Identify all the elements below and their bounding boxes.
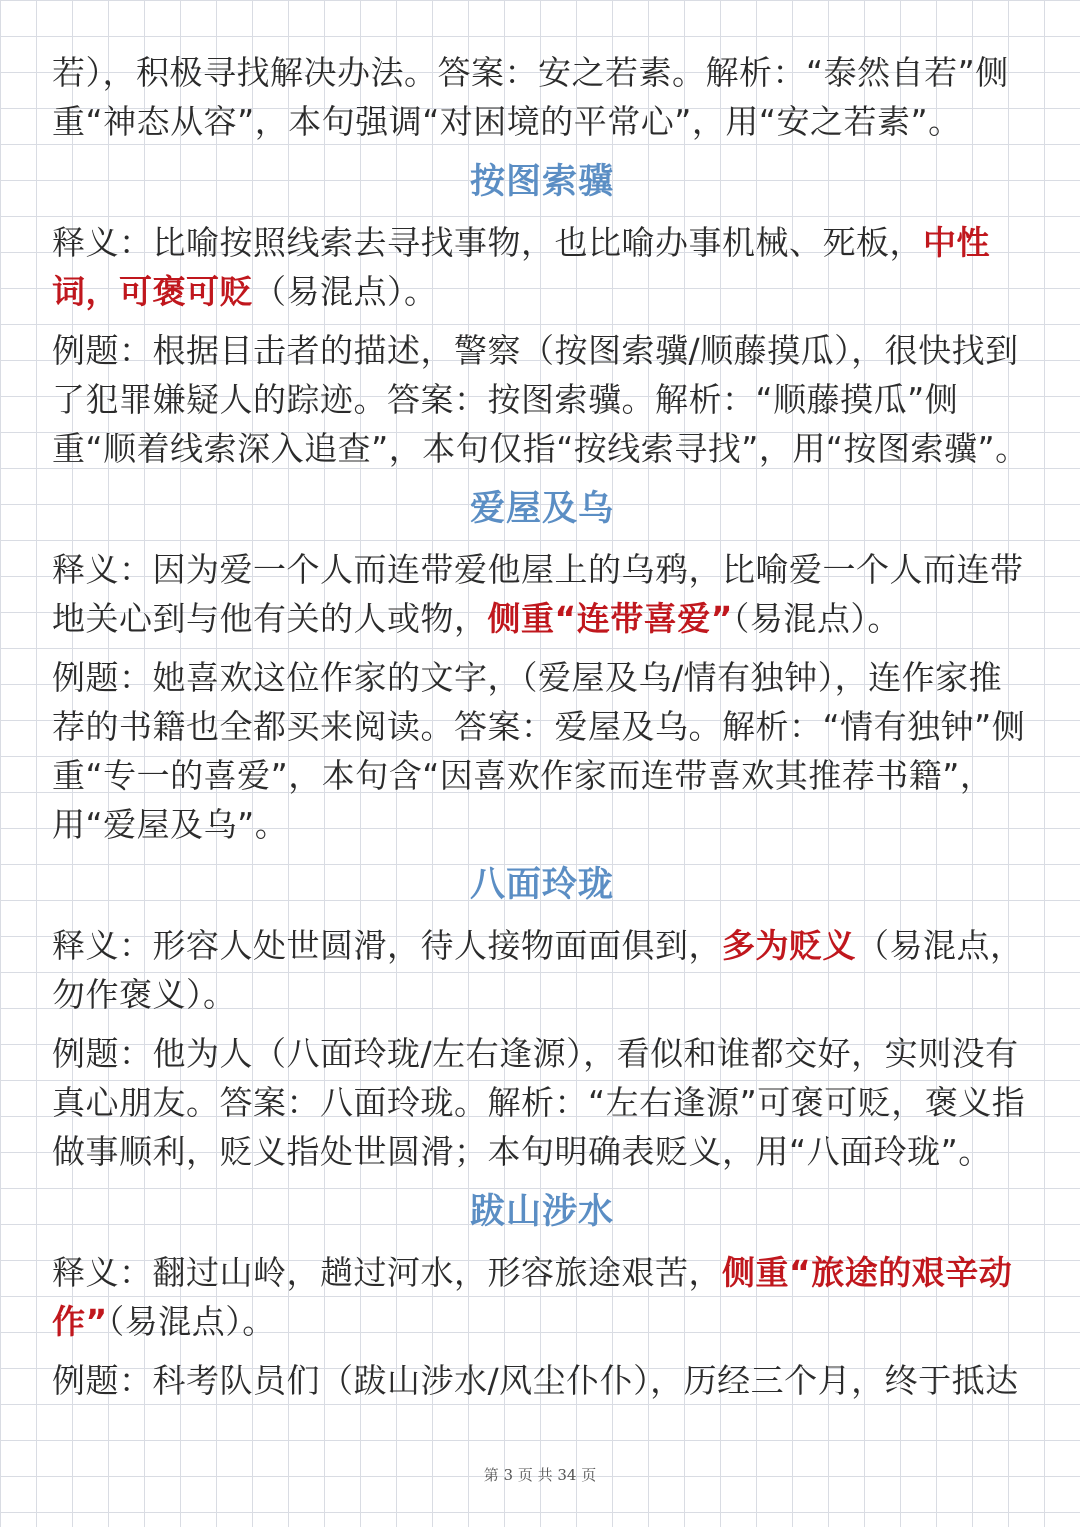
definition-highlight: 多为贬义: [722, 926, 856, 965]
definition-label: 释义：: [52, 1253, 153, 1292]
definition-tail: （易混点）。: [253, 272, 438, 311]
definition-text: 因为爱一个人而连带爱他屋上的乌鸦，比喻爱一个人而连带地关心到与他有关的人或物，: [52, 550, 1024, 638]
definition-text: 比喻按照线索去寻找事物，也比喻办事机械、死板，: [152, 223, 923, 262]
definition-paragraph: [52, 1248, 1032, 1346]
definition-paragraph: [52, 921, 1032, 1019]
definition-label: 释义：: [52, 926, 153, 965]
idiom-heading: 八面玲珑: [469, 865, 614, 905]
definition-label: 释义：: [52, 223, 153, 262]
intro-paragraph: 若），积极寻找解决办法。答案：安之若素。解析：“泰然自若”侧重“神态从容”，本句强调“对困境的平常心”，用“安之若素”。: [52, 53, 1009, 141]
definition-paragraph: [52, 545, 1032, 643]
example-paragraph: 例题：她喜欢这位作家的文字，（爱屋及乌/情有独钟），连作家推荐的书籍也全都买来阅读。答案：爱屋及乌。解析：“情有独钟”侧重“专一的喜爱”，本句含“因喜欢作家而连带喜欢其推荐书籍”，用“爱屋及乌”。: [52, 658, 1026, 844]
example-paragraph: 例题：他为人（八面玲珑/左右逢源），看似和谁都交好，实则没有真心朋友。答案：八面玲珑。解析：“左右逢源”可褒可贬，褒义指做事顺利，贬义指处世圆滑；本句明确表贬义，用“八面玲珑”。: [52, 1034, 1026, 1171]
definition-tail: （易混点，勿作褒义）。: [52, 926, 1024, 1014]
idiom-heading: 按图索骥: [469, 162, 614, 202]
page-number: 第 3 页 共 34 页: [483, 1466, 597, 1484]
definition-highlight: 侧重“旅途的艰辛动作”: [52, 1253, 1013, 1341]
idiom-heading: 跋山涉水: [469, 1192, 614, 1232]
definition-label: 释义：: [52, 550, 153, 589]
definition-highlight: 中性词，可褒可贬: [52, 223, 990, 311]
definition-tail: （易混点）。: [732, 599, 901, 638]
example-paragraph: 例题：科考队员们（跋山涉水/风尘仆仆），历经三个月，终于抵达: [52, 1361, 1019, 1400]
definition-paragraph: [52, 218, 1032, 316]
document-body: [52, 48, 1032, 1415]
definition-text: 翻过山岭，趟过河水，形容旅途艰苦，: [152, 1253, 722, 1292]
idiom-heading: 爱屋及乌: [469, 489, 614, 529]
definition-highlight: 侧重“连带喜爱”: [487, 599, 733, 638]
definition-text: 形容人处世圆滑，待人接物面面俱到，: [152, 926, 722, 965]
definition-tail: （易混点）。: [107, 1302, 276, 1341]
example-paragraph: 例题：根据目击者的描述，警察（按图索骥/顺藤摸瓜），很快找到了犯罪嫌疑人的踪迹。答案：按图索骥。解析：“顺藤摸瓜”侧重“顺着线索深入追查”，本句仅指“按线索寻找”，用“按图索骥”。: [52, 331, 1029, 468]
